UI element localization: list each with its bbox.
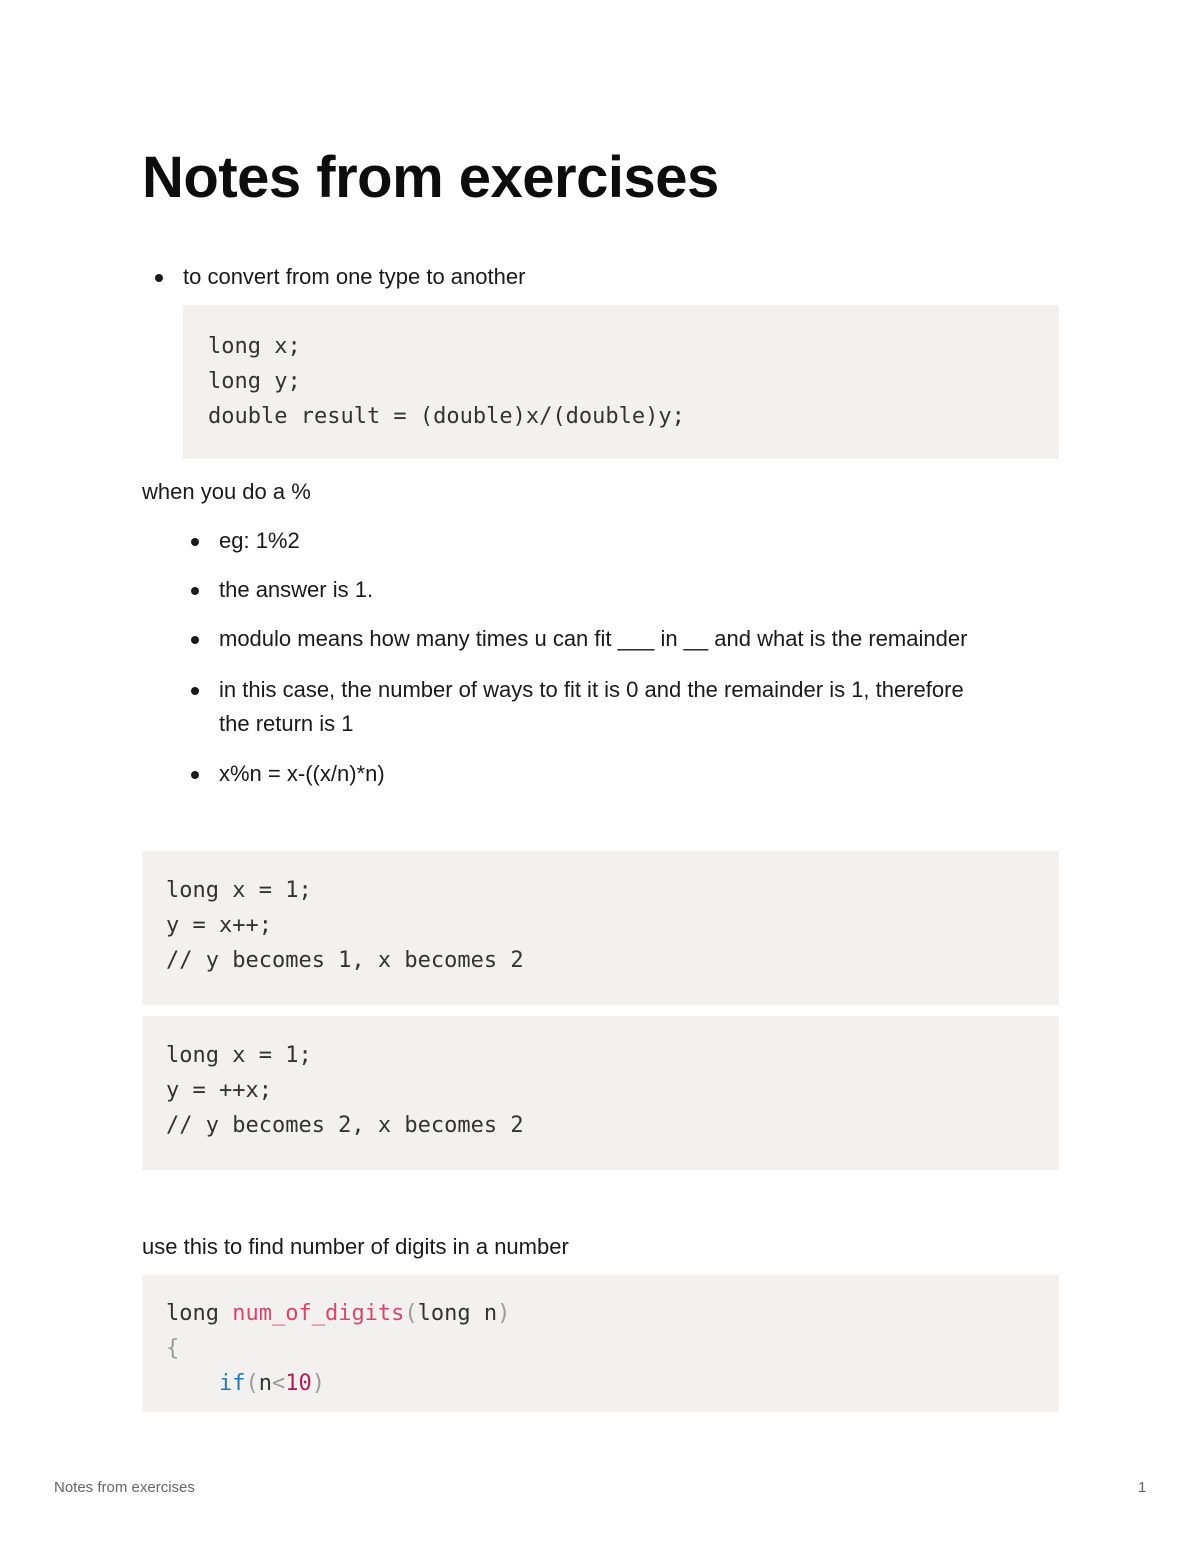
code-line: y = x++;: [166, 913, 272, 938]
code-token-args: long n: [417, 1301, 498, 1326]
code-line: [166, 1366, 1059, 1401]
list-item: eg: 1%2: [219, 524, 300, 558]
list-item: modulo means how many times u can fit ___ in __ and what is the remainder: [219, 622, 967, 656]
code-token-punctuation: {: [166, 1336, 180, 1361]
list-item: the answer is 1.: [219, 573, 373, 607]
code-line: // y becomes 1, x becomes 2: [166, 948, 524, 973]
code-line: long y;: [208, 369, 301, 394]
code-line: [166, 1331, 1059, 1366]
code-token-type: long: [166, 1301, 233, 1326]
code-block-num-of-digits: [142, 1275, 1059, 1412]
paragraph-digits-intro: use this to find number of digits in a number: [142, 1234, 569, 1259]
list-item: in this case, the number of ways to fit it is 0 and the remainder is 1, therefore the return is 1: [219, 673, 999, 741]
code-line: long x = 1;: [166, 1043, 312, 1068]
footer-page-number: 1: [1138, 1479, 1147, 1496]
code-line: double result = (double)x/(double)y;: [208, 404, 685, 429]
code-token-function: num_of_digits: [232, 1301, 405, 1326]
list-item: x%n = x-((x/n)*n): [219, 757, 385, 791]
code-line: long x = 1;: [166, 878, 312, 903]
code-line: y = ++x;: [166, 1078, 272, 1103]
page-title: Notes from exercises: [142, 145, 719, 210]
code-line: // y becomes 2, x becomes 2: [166, 1113, 524, 1138]
code-token-punctuation: (: [404, 1301, 418, 1326]
code-token-keyword: if: [218, 1371, 246, 1396]
code-line: long x;: [208, 334, 301, 359]
code-token-punctuation: (: [245, 1371, 259, 1396]
code-token-indent: [166, 1371, 219, 1396]
paragraph-modulo-intro: when you do a %: [142, 479, 311, 504]
code-token-punctuation: ): [311, 1371, 325, 1396]
code-block-post-increment: [142, 851, 1059, 1005]
code-block-pre-increment: [142, 1016, 1059, 1170]
code-token-number: 10: [285, 1371, 312, 1396]
code-block-type-conversion: [183, 305, 1059, 459]
footer-doc-title: Notes from exercises: [54, 1479, 195, 1496]
code-token-operator: <: [271, 1371, 286, 1396]
list-item: to convert from one type to another: [183, 260, 525, 294]
code-line: [166, 1296, 1059, 1331]
code-token-punctuation: ): [497, 1301, 511, 1326]
code-token-variable: n: [258, 1371, 272, 1396]
